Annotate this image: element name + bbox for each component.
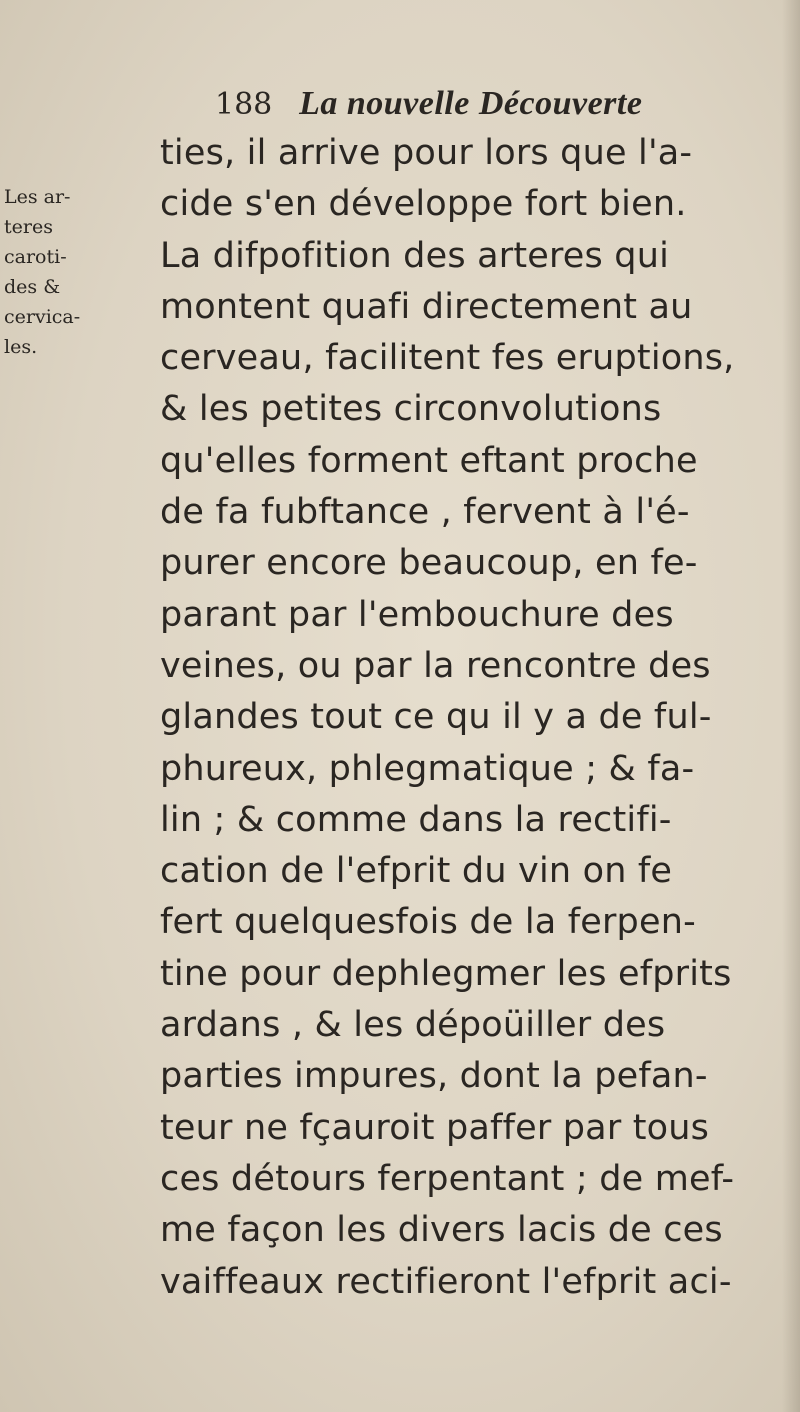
running-head: [215, 78, 775, 128]
margin-note-line: Les ar-: [4, 186, 71, 208]
text-line: fert quelquesfois de la ferpen-: [160, 902, 696, 943]
text-line: purer encore beaucoup, en fe-: [160, 543, 698, 584]
text-line: parant par l'embouchure des: [160, 594, 674, 635]
text-line: tine pour dephlegmer les efprits: [160, 953, 732, 994]
margin-note-line: teres: [4, 216, 53, 238]
body-text: [160, 128, 800, 1308]
margin-note-line: des &: [4, 276, 61, 298]
margin-note-line: les.: [4, 336, 38, 358]
page-number: 188: [215, 87, 273, 122]
running-title: La nouvelle Découverte: [299, 85, 643, 122]
text-line: ties, il arrive pour lors que l'a-: [160, 133, 693, 173]
text-line: me façon les divers lacis de ces: [160, 1210, 723, 1251]
text-line: cation de l'efprit du vin on fe: [160, 851, 673, 892]
text-line: cerveau, facilitent fes eruptions,: [160, 338, 735, 379]
text-line: & les petites circonvolutions: [160, 389, 662, 430]
text-line: phureux, phlegmatique ; & fa-: [160, 748, 695, 789]
text-line: lin ; & comme dans la rectifi-: [160, 799, 672, 840]
margin-note: [4, 182, 154, 362]
text-line: qu'elles forment eftant proche: [160, 440, 698, 481]
margin-note-line: cervica-: [4, 306, 81, 328]
text-line: montent quafi directement au: [160, 286, 693, 327]
text-line: ces détours ferpentant ; de mef-: [160, 1158, 735, 1199]
text-line: vaiffeaux rectifieront l'efprit aci-: [160, 1261, 732, 1302]
text-line: teur ne fçauroit paffer par tous: [160, 1107, 710, 1148]
text-line: veines, ou par la rencontre des: [160, 645, 711, 686]
text-line: glandes tout ce qu il y a de ful-: [160, 697, 712, 738]
text-line: parties impures, dont la pefan-: [160, 1056, 708, 1097]
text-line: La difpofition des arteres qui: [160, 235, 670, 276]
text-line: cide s'en développe fort bien.: [160, 184, 687, 225]
margin-note-line: caroti-: [4, 246, 67, 268]
text-line: ardans , & les dépoüiller des: [160, 1005, 666, 1046]
text-line: de fa fubftance , fervent à l'é-: [160, 492, 690, 533]
